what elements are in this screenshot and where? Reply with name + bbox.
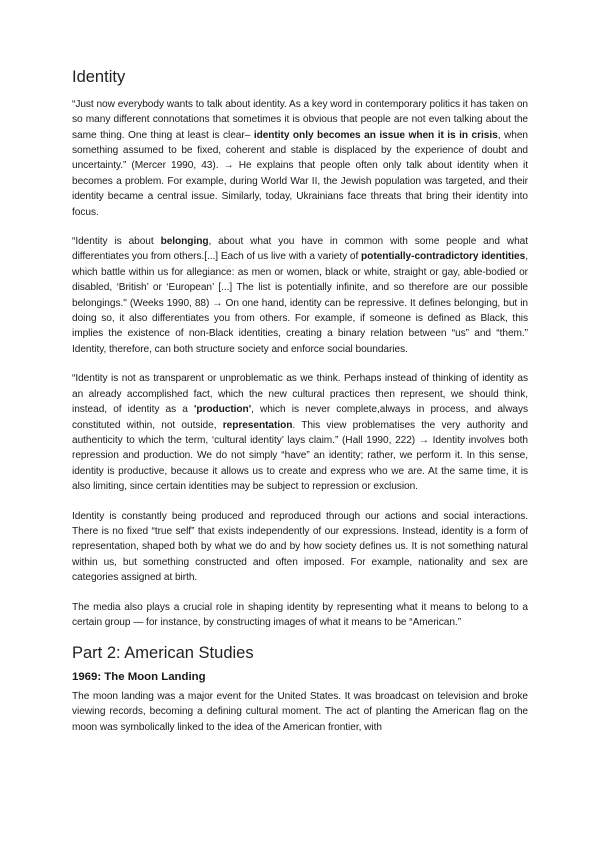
bold-phrase: representation	[222, 419, 293, 431]
paragraph-construction	[72, 509, 528, 586]
bold-phrase: identity only becomes an issue when it is in crisis	[253, 129, 498, 141]
text-run: “Just now everybody wants to talk about identity. As a key word in contemporary politics it has taken on so many different connotations that sometimes it is obvious that people are not even talking about the same thing. One thing at least is clear–	[72, 98, 528, 141]
bold-phrase: 'production'	[193, 404, 252, 416]
text-run: . This view problematises the very authority and authenticity to which the term, ‘cultural identity’ lays claim.” (Hall 1990, 222) → Identity involves both repression and production. We do not simply “have” an identity; rather, we perform it. In this sense, identity is productive, because it allows us to create and express who we are. At the same time, it is also limiting, since certain identities may be subject to repression or exclusion.	[72, 419, 528, 493]
text-run: The moon landing was a major event for the United States. It was broadcast on television and broke viewing records, becoming a defining cultural moment. The act of planting the American flag on the moon was symbolically linked to the idea of the American frontier, with	[72, 691, 528, 733]
paragraph-moon-landing	[72, 689, 528, 735]
text-run: , which battle within us for allegiance: as men or women, black or white, straight or gay, able-bodied or disabled, ‘British’ or ‘European’ [...] The list is potentially infinite, and so therefore are our possible belongings." (Weeks 1990, 88) → On one hand, identity can be repressive. It defines belonging, but in doing so, it also differentiates you from others. For example, if someone is defined as Black, this implies the existence of non-Black identities, creating a binary relation between “us” and “them.” Identity, therefore, can both structure society and enforce social boundaries.	[72, 251, 528, 355]
text-run: The media also plays a crucial role in shaping identity by representing what it means to belong to a certain group — for instance, by constructing images of what it means to be “American.”	[72, 601, 528, 628]
text-run: , about what you have in common with some people and what differentiates you from others.[...] Each of us live with a variety of	[72, 236, 528, 263]
text-run: , when something assumed to be fixed, coherent and stable is displaced by the experience of doubt and uncertainty.” (Mercer 1990, 43). → He explains that people often only talk about identity when it becomes a problem. For example, during World War II, the Jewish population was targeted, and their identity became a central issue. Similarly, today, Ukrainians face threats that bring their identity into focus.	[72, 129, 529, 218]
text-run: “Identity is about	[72, 236, 161, 248]
subheading-moon-landing: 1969: The Moon Landing	[72, 671, 206, 684]
text-run: , which is never complete,always in process, and always constituted within, not outside,	[72, 404, 528, 431]
section-heading-part2: Part 2: American Studies	[72, 644, 254, 663]
paragraph-media	[72, 600, 528, 631]
paragraph-mercer	[72, 97, 528, 220]
bold-phrase: belonging	[160, 236, 209, 248]
section-heading-identity: Identity	[72, 68, 126, 86]
text-run: “Identity is not as transparent or unproblematic as we think. Perhaps instead of thinking of identity as an already accomplished fact, which the new cultural practices then represent, we should think, instead, of identity as a	[72, 373, 528, 416]
bold-phrase: potentially-contradictory identities	[361, 251, 526, 263]
paragraph-weeks	[72, 234, 528, 357]
paragraph-hall	[72, 371, 528, 494]
text-run: Identity is constantly being produced and reproduced through our actions and social interactions. There is no fixed “true self” that exists independently of our expressions. Instead, identity is a form of representation, shaped both by what we do and by how society defines us. It is not something natural within us, but something constructed and often imposed. For example, nationality and sex are categories assigned at birth.	[72, 510, 528, 584]
